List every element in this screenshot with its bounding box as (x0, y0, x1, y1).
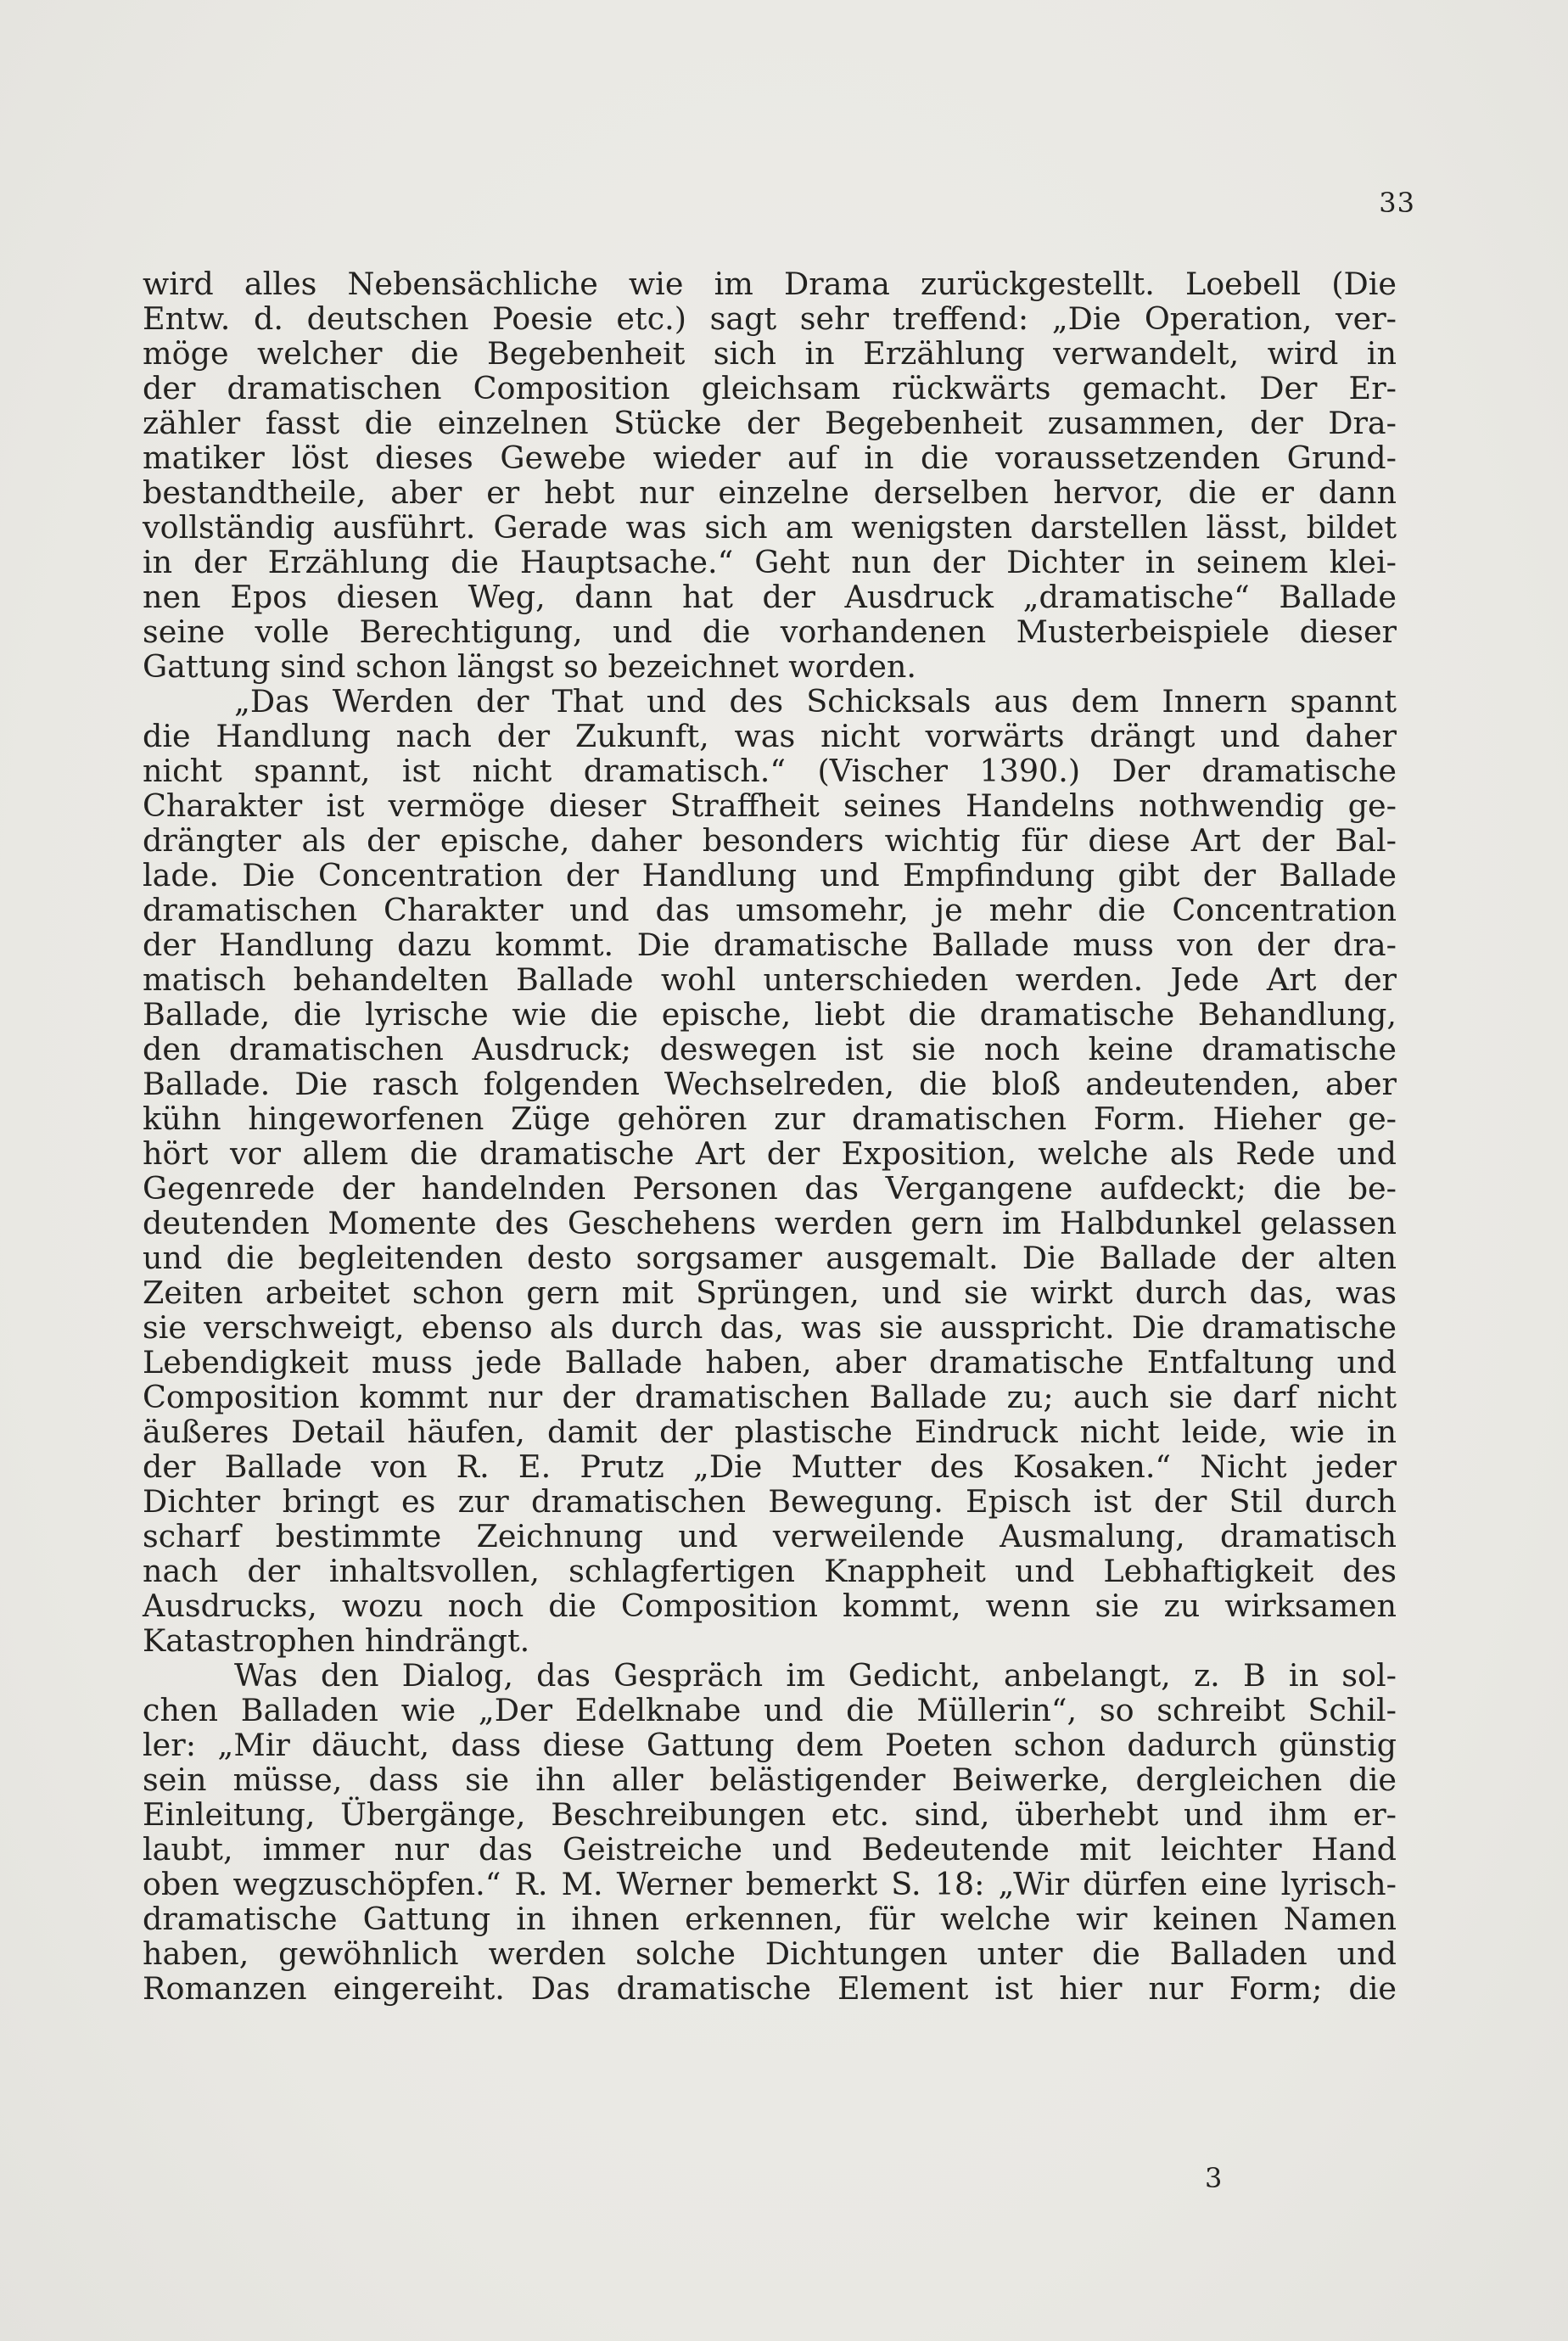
text-line: matisch behandelten Ballade wohl unterschieden werden. Jede Art der (143, 961, 1397, 998)
text-line: scharf bestimmte Zeichnung und verweilende Ausmalung, dramatisch (143, 1518, 1397, 1554)
text-line: in der Erzählung die Hauptsache.“ Geht nun der Dichter in seinem klei- (143, 544, 1397, 580)
text-line: die Handlung nach der Zukunft, was nicht vorwärts drängt und daher (143, 718, 1397, 754)
text-line: Entw. d. deutschen Poesie etc.) sagt sehr treffend: „Die Operation, ver- (143, 300, 1397, 337)
text-line: zähler fasst die einzelnen Stücke der Begebenheit zusammen, der Dra- (143, 405, 1397, 441)
body-text (143, 266, 1397, 2006)
page-number: 33 (1379, 187, 1415, 219)
text-line: Ballade. Die rasch folgenden Wechselreden, die bloß andeutenden, aber (143, 1066, 1397, 1102)
text-line: und die begleitenden desto sorgsamer ausgemalt. Die Ballade der alten (143, 1240, 1397, 1276)
text-line: ler: „Mir däucht, dass diese Gattung dem Poeten schon dadurch günstig (143, 1727, 1397, 1763)
text-line: haben, gewöhnlich werden solche Dichtungen unter die Balladen und (143, 1935, 1397, 1972)
signature-mark: 3 (1205, 2162, 1223, 2194)
text-line: nen Epos diesen Weg, dann hat der Ausdruck „dramatische“ Ballade (143, 579, 1397, 615)
text-line: dramatischen Charakter und das umsomehr, je mehr die Concentration (143, 892, 1397, 928)
text-line: Gegenrede der handelnden Personen das Vergangene aufdeckt; die be- (143, 1170, 1397, 1207)
paragraph-start: Was den Dialog, das Gespräch im Gedicht, anbelangt, z. B in sol- (234, 1657, 1397, 1694)
text-line: seine volle Berechtigung, und die vorhandenen Musterbeispiele dieser (143, 613, 1397, 650)
text-line: nach der inhaltsvollen, schlagfertigen Knappheit und Lebhaftigkeit des (143, 1553, 1397, 1589)
text-line: Composition kommt nur der dramatischen Ballade zu; auch sie darf nicht (143, 1379, 1397, 1415)
text-line: der Handlung dazu kommt. Die dramatische Ballade muss von der dra- (143, 927, 1397, 963)
text-line: Gattung sind schon längst so bezeichnet worden. (143, 648, 917, 685)
text-line: lade. Die Concentration der Handlung und Empfindung gibt der Ballade (143, 857, 1397, 893)
text-line: matiker löst dieses Gewebe wieder auf in die voraussetzenden Grund- (143, 440, 1397, 476)
text-line: nicht spannt, ist nicht dramatisch.“ (Vischer 1390.) Der dramatische (143, 753, 1397, 789)
text-line: den dramatischen Ausdruck; deswegen ist sie noch keine dramatische (143, 1031, 1397, 1067)
paragraph-start: „Das Werden der That und des Schicksals aus dem Innern spannt (234, 683, 1397, 720)
text-line: kühn hingeworfenen Züge gehören zur dramatischen Form. Hieher ge- (143, 1100, 1397, 1137)
text-line: Ballade, die lyrische wie die epische, liebt die dramatische Behandlung, (143, 996, 1397, 1033)
text-line: sein müsse, dass sie ihn aller belästigender Beiwerke, dergleichen die (143, 1761, 1397, 1798)
text-line: oben wegzuschöpfen.“ R. M. Werner bemerkt S. 18: „Wir dürfen eine lyrisch- (143, 1866, 1397, 1902)
text-line: hört vor allem die dramatische Art der Exposition, welche als Rede und (143, 1135, 1397, 1172)
text-line: Ausdrucks, wozu noch die Composition kommt, wenn sie zu wirksamen (143, 1588, 1397, 1624)
text-line: laubt, immer nur das Geistreiche und Bedeutende mit leichter Hand (143, 1831, 1397, 1868)
text-line: Charakter ist vermöge dieser Straffheit seines Handelns nothwendig ge- (143, 787, 1397, 824)
text-line: bestandtheile, aber er hebt nur einzelne derselben hervor, die er dann (143, 474, 1397, 511)
text-line: Zeiten arbeitet schon gern mit Sprüngen, und sie wirkt durch das, was (143, 1274, 1397, 1311)
text-line: Dichter bringt es zur dramatischen Bewegung. Episch ist der Stil durch (143, 1483, 1397, 1520)
text-line: vollständig ausführt. Gerade was sich am wenigsten darstellen lässt, bildet (143, 509, 1397, 546)
text-line: der Ballade von R. E. Prutz „Die Mutter des Kosaken.“ Nicht jeder (143, 1448, 1397, 1485)
text-line: äußeres Detail häufen, damit der plastische Eindruck nicht leide, wie in (143, 1414, 1397, 1450)
text-line: chen Balladen wie „Der Edelknabe und die Müllerin“, so schreibt Schil- (143, 1692, 1397, 1728)
text-line: deutenden Momente des Geschehens werden gern im Halbdunkel gelassen (143, 1205, 1397, 1241)
text-line: sie verschweigt, ebenso als durch das, was sie ausspricht. Die dramatische (143, 1309, 1397, 1346)
text-line: dramatische Gattung in ihnen erkennen, für welche wir keinen Namen (143, 1901, 1397, 1937)
text-line: möge welcher die Begebenheit sich in Erzählung verwandelt, wird in (143, 335, 1397, 372)
text-line: Katastrophen hindrängt. (143, 1622, 530, 1659)
text-line: Lebendigkeit muss jede Ballade haben, aber dramatische Entfaltung und (143, 1344, 1397, 1381)
text-line: Einleitung, Übergänge, Beschreibungen etc. sind, überhebt und ihm er- (143, 1796, 1397, 1833)
text-line: Romanzen eingereiht. Das dramatische Element ist hier nur Form; die (143, 1970, 1397, 2007)
text-line: der dramatischen Composition gleichsam rückwärts gemacht. Der Er- (143, 370, 1397, 406)
text-line: drängter als der epische, daher besonders wichtig für diese Art der Bal- (143, 822, 1397, 859)
text-line: wird alles Nebensächliche wie im Drama zurückgestellt. Loebell (Die (143, 266, 1397, 302)
